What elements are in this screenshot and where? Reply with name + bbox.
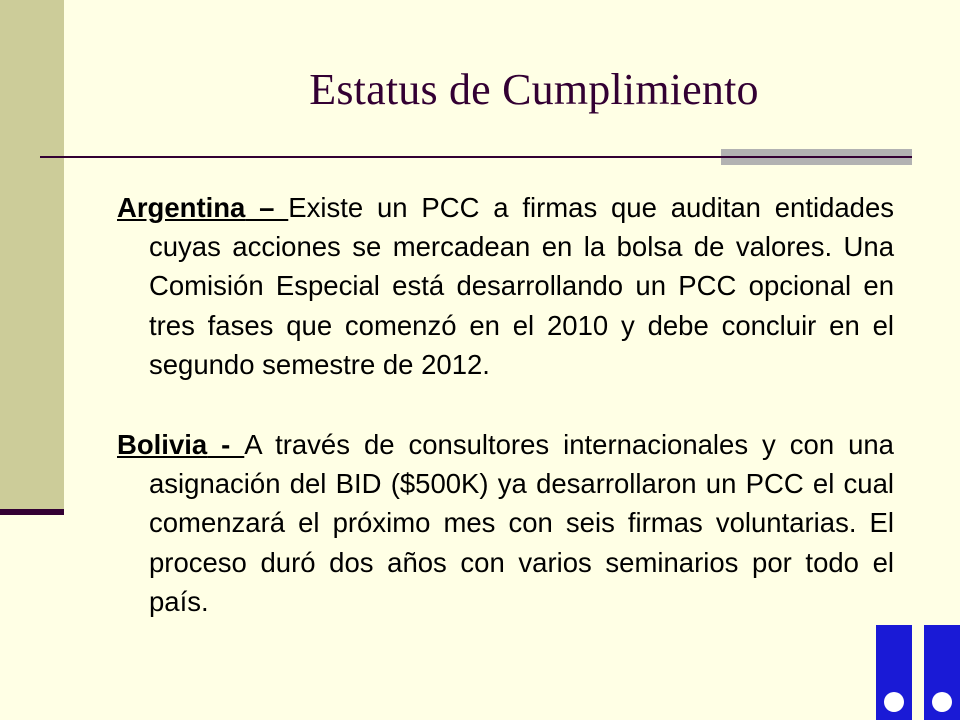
country-separator: – xyxy=(245,192,289,223)
paragraph-argentina xyxy=(117,188,894,384)
country-label: Bolivia xyxy=(117,429,208,461)
paragraph-text: Existe un PCC a firmas que auditan entidades cuyas acciones se mercadean en la bolsa de valores. Una Comisión Especial está desarrollando un PCC opcional en tres fases que comenzó en el 2010 y debe concluir en el segundo semestre de 2012. xyxy=(149,192,894,380)
title-rule-accent xyxy=(721,149,912,165)
slide-body xyxy=(117,188,894,662)
logo-dot xyxy=(884,692,904,712)
country-label: Argentina xyxy=(117,192,246,223)
slide-title: Estatus de Cumplimiento xyxy=(309,65,759,114)
logo-dot xyxy=(932,692,952,712)
left-accent-line xyxy=(0,509,64,515)
logo-bar-left xyxy=(876,625,912,720)
logo-bar-right xyxy=(924,625,960,720)
paragraph-text: A través de consultores internacionales y con una asignación del BID ($500K) ya desarrollaron un PCC el cual comenzará el próximo mes con seis firmas voluntarias. El proceso duró dos años con varios seminarios por todo el país. xyxy=(149,429,894,617)
country-separator: - xyxy=(207,429,245,461)
paragraph-bolivia xyxy=(117,425,894,621)
